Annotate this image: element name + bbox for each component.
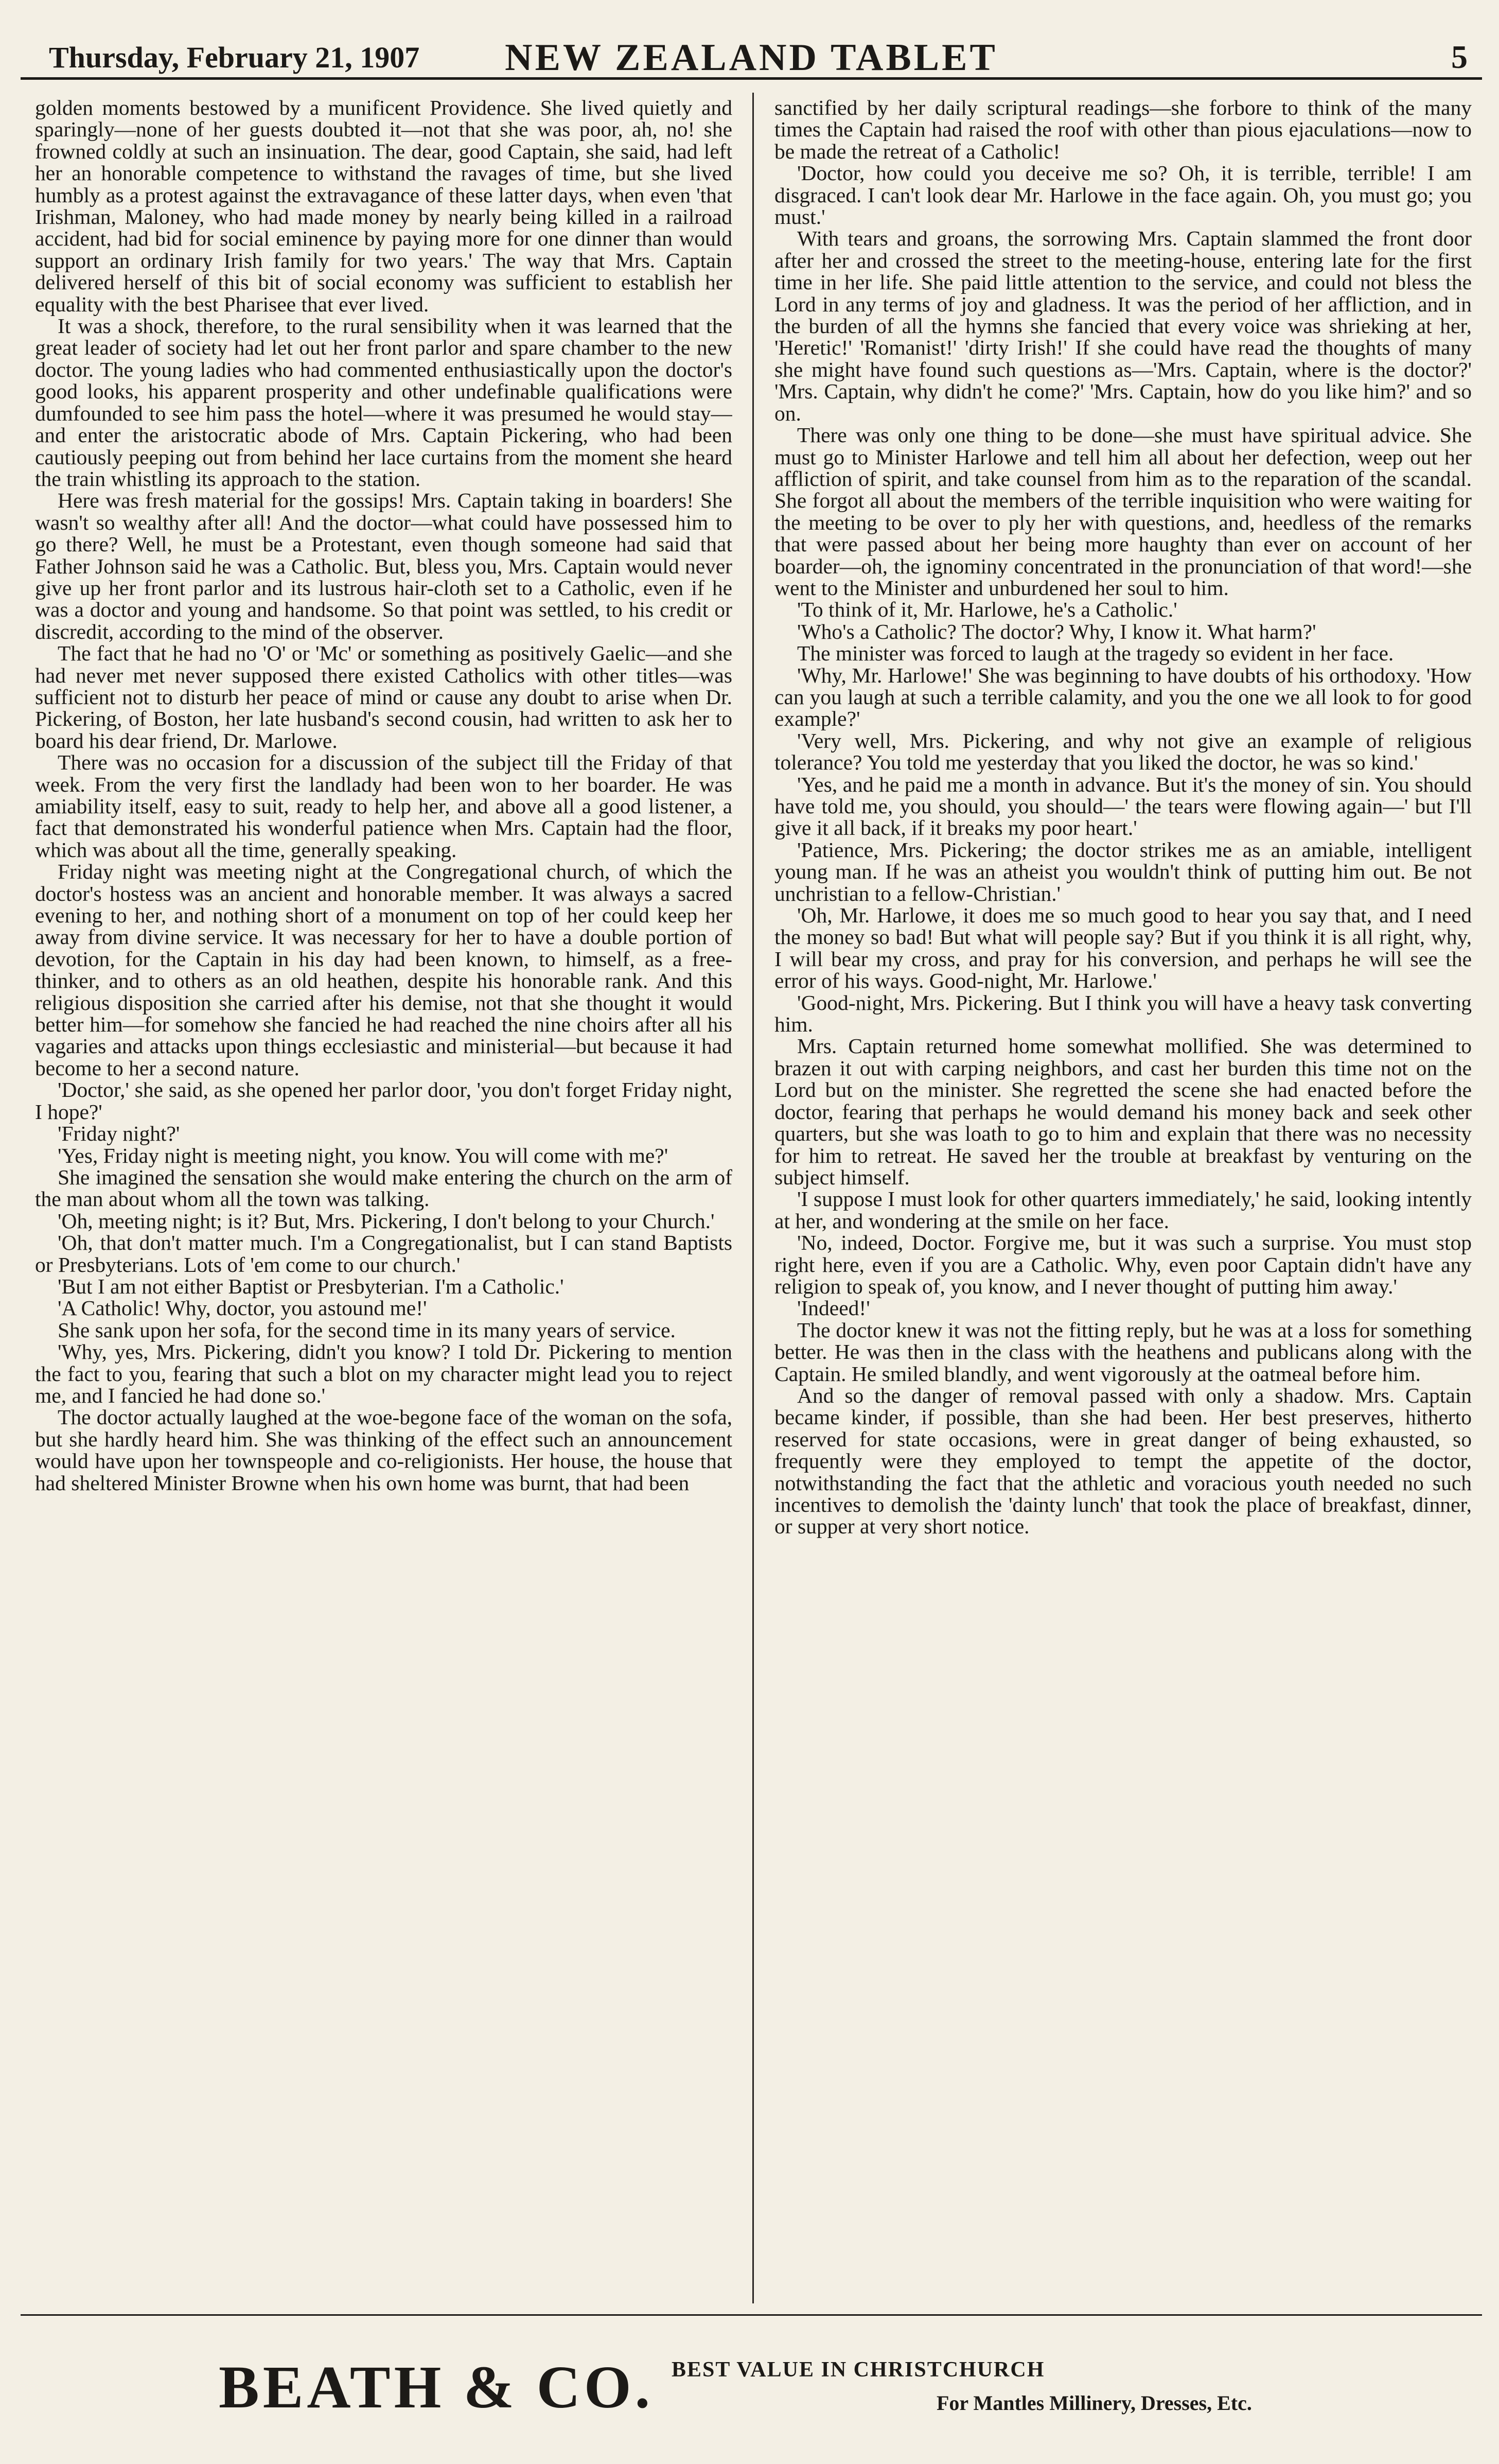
footer-rule [21,2314,1482,2316]
paragraph: 'Yes, and he paid me a month in advance. But it's the money of sin. You should have told me, you should, you should—' the tears were flowing again—' but I'll give it all back, if it breaks my poor heart.' [774,772,1472,840]
paragraph: 'Why, yes, Mrs. Pickering, didn't you know? I told Dr. Pickering to mention the fact to you, fearing that such a blot on my character might lead you to reject me, and I fancied he had done so.' [35,1340,732,1407]
paragraph: The doctor actually laughed at the woe-begone face of the woman on the sofa, but she hardly heard him. She was thinking of the effect such an announcement would have upon her townspeople and co-religionists. Her house, the house that had sheltered Minister Browne when his own home was burnt, that had been [35,1405,732,1495]
paragraph: 'But I am not either Baptist or Presbyterian. I'm a Catholic.' [58,1274,564,1298]
paragraph: 'Doctor, how could you deceive me so? Oh, it is terrible, terrible! I am disgraced. I can't look dear Mr. Harlowe in the face again. Oh, you must go; you must.' [774,161,1472,229]
advertisement [0,2324,1499,2458]
paragraph: She imagined the sensation she would make entering the church on the arm of the man about whom all the town was talking. [35,1165,732,1211]
paragraph: And so the danger of removal passed with only a shadow. Mrs. Captain became kinder, if possible, than she had been. Her best preserves, hitherto reserved for state occasions, were in great danger of being exhausted, so frequently were they employed to tempt the appetite of the doctor, notwithstanding the fact that the athletic and voracious youth needed no such incentives to demolish the 'dainty lunch' that took the place of breakfast, dinner, or supper at very short notice. [774,1383,1472,1539]
paragraph: It was a shock, therefore, to the rural sensibility when it was learned that the great leader of society had let out her front parlor and spare chamber to the new doctor. The young ladies who had commented enthusiastically upon the doctor's good looks, his apparent prosperity and other undefinable qualifications were dumfounded to see him pass the hotel—where it was presumed he would stay—and enter the aristocratic abode of Mrs. Captain Pickering, who had been cautiously peeping out from behind her lace curtains from the moment she heard the train whistling its approach to the station. [35,314,732,491]
right-column [774,97,1472,2295]
paragraph: 'I suppose I must look for other quarters immediately,' he said, looking intently at her, and wondering at the smile on her face. [774,1187,1472,1233]
column-divider [752,93,754,2303]
paragraph: With tears and groans, the sorrowing Mrs. Captain slammed the front door after her and crossed the street to the meeting-house, entering late for the first time in her life. She paid little attention to the service, and could not bless the Lord in any terms of joy and gladness. It was the period of her affliction, and in the burden of all the hymns she fancied that every voice was shrieking at her, 'Heretic!' 'Romanist!' 'dirty Irish!' If she could have read the thoughts of many she might have found such questions as—'Mrs. Captain, where is the doctor?' 'Mrs. Captain, why didn't he come?' 'Mrs. Captain, how do you like him?' and so on. [774,226,1472,425]
paragraph: There was only one thing to be done—she must have spiritual advice. She must go to Minister Harlowe and tell him all about her defection, weep out her affliction of spirit, and take counsel from him as to the reparation of the scandal. She forgot all about the members of the terrible inquisition who were waiting for the meeting to be over to ply her with questions, and, heedless of the remarks that were passed about her being more haughty than ever on account of her boarder—oh, the ignominy concentrated in the pronunciation of that word!—she went to the Minister and unburdened her soul to him. [774,423,1472,600]
paragraph: 'Indeed!' [797,1296,870,1320]
paragraph: 'To think of it, Mr. Harlowe, he's a Catholic.' [797,598,1177,622]
paragraph: 'Patience, Mrs. Pickering; the doctor strikes me as an amiable, intelligent young man. If he was an atheist you wouldn't think of putting him out. Be not unchristian to a fellow-Christian.' [774,837,1472,905]
paragraph: There was no occasion for a discussion of the subject till the Friday of that week. From the very first the landlady had been won to her boarder. He was amiability itself, easy to suit, ready to help her, and above all a good listener, a fact that demonstrated his wonderful patience when Mrs. Captain had the floor, which was about all the time, generally speaking. [35,750,732,862]
left-column [35,97,732,2295]
paragraph: 'Friday night?' [58,1122,180,1146]
paragraph: 'Good-night, Mrs. Pickering. But I think you will have a heavy task converting him. [774,990,1472,1037]
masthead-title: NEW ZEALAND TABLET [505,37,998,79]
header-rule [21,77,1482,80]
paragraph: 'Doctor,' she said, as she opened her parlor door, 'you don't forget Friday night, I hope?' [35,1078,732,1124]
paragraph: 'Yes, Friday night is meeting night, you know. You will come with me?' [58,1143,668,1167]
advertiser-name: BEATH & CO. [219,2353,654,2421]
paragraph: Friday night was meeting night at the Congregational church, of which the doctor's hostess was an ancient and honorable member. It was always a sacred evening to her, and nothing short of a monument on top of her could keep her away from divine service. It was necessary for her to have a double portion of devotion, for the Captain in his day had been known, to himself, as a free-thinker, and to others as an old heathen, despite his honorable rank. And this religious disposition she carried after his demise, not that she thought it would better him—for somehow she fancied he had reached the nine choirs after all his vagaries and attacks upon things ecclesiastic and ministerial—but because it had become to her a second nature. [35,860,732,1080]
paragraph: 'Who's a Catholic? The doctor? Why, I know it. What harm?' [797,619,1316,643]
paragraph: She sank upon her sofa, for the second time in its many years of service. [58,1318,676,1342]
paragraph: 'Oh, that don't matter much. I'm a Congregationalist, but I can stand Baptists or Presbyterians. Lots of 'em come to our church.' [35,1231,732,1277]
paragraph: golden moments bestowed by a munificent Providence. She lived quietly and sparingly—none of her guests doubted it—not that she was poor, ah, no! she frowned coldly at such an insinuation. The dear, good Captain, she said, had left her an honorable competence to withstand the ravages of time, but she lived humbly as a protest against the extravagance of these latter days, when even 'that Irishman, Maloney, who had made money by nearly being killed in a railroad accident, had bid for social eminence by paying more for one dinner than would support an ordinary Irish family for two years.' The way that Mrs. Captain delivered herself of this bit of social economy was sufficient to establish her equality with the best Pharisee that ever lived. [35,97,732,316]
paragraph: Mrs. Captain returned home somewhat mollified. She was determined to brazen it out with carping neighbors, and cast her burden this time not on the Lord but on the minister. She regretted the scene she had enacted before the doctor, fearing that perhaps he would demand his money back and seek other quarters, but she was loath to go to him and explain that there was no necessity for him to retreat. He saved her the trouble at breakfast by venturing on the subject himself. [774,1034,1472,1189]
paragraph: Here was fresh material for the gossips! Mrs. Captain taking in boarders! She wasn't so wealthy after all! And the doctor—what could have possessed him to go there? Well, he must be a Protestant, even though someone had said that Father Johnson said he was a Catholic. But, bless you, Mrs. Captain would never give up her front parlor and its lustrous hair-cloth set to a Catholic, even if he was a doctor and young and handsome. So that point was settled, to his credit or discredit, according to the mind of the observer. [35,488,732,643]
paragraph: 'A Catholic! Why, doctor, you astound me!' [58,1296,427,1320]
paragraph: The doctor knew it was not the fitting reply, but he was at a loss for something better. He was then in the class with the heathens and publicans along with the Captain. He smiled blandly, and went vigorously at the oatmeal before him. [774,1318,1472,1386]
page-header [21,25,1482,81]
paragraph: 'No, indeed, Doctor. Forgive me, but it was such a surprise. You must stop right here, even if you are a Catholic. Why, even poor Captain didn't have any religion to speak of, you know, and I never thought of putting him away.' [774,1231,1472,1298]
paragraph: The fact that he had no 'O' or 'Mc' or something as positively Gaelic—and she had never met never supposed there existed Catholics with other titles—was sufficient not to disturb her peace of mind or cause any doubt to arise when Dr. Pickering, of Boston, her late husband's second cousin, had written to ask her to board his dear friend, Dr. Marlowe. [35,641,732,753]
paragraph: 'Oh, Mr. Harlowe, it does me so much good to hear you say that, and I need the money so bad! But what will people say? But if you think it is all right, why, I will bear my cross, and pray for his conversion, and perhaps he will see the error of his ways. Good-night, Mr. Harlowe.' [774,903,1472,993]
paragraph: 'Oh, meeting night; is it? But, Mrs. Pickering, I don't belong to your Church.' [58,1209,715,1233]
page-number: 5 [1451,39,1468,75]
advertiser-items: For Mantles Millinery, Dresses, Etc. [937,2391,1252,2415]
paragraph: sanctified by her daily scriptural readings—she forbore to think of the many times the Captain had raised the roof with other than pious ejaculations—now to be made the retreat of a Catholic! [774,97,1472,163]
paragraph: The minister was forced to laugh at the tragedy so evident in her face. [797,641,1394,666]
paragraph: 'Why, Mr. Harlowe!' She was beginning to have doubts of his orthodoxy. 'How can you laugh at such a terrible calamity, and you the one we all look to for good example?' [774,663,1472,731]
advertiser-tagline: BEST VALUE IN CHRISTCHURCH [672,2358,1045,2382]
paragraph: 'Very well, Mrs. Pickering, and why not give an example of religious tolerance? You told me yesterday that you liked the doctor, he was so kind.' [774,728,1472,775]
issue-date: Thursday, February 21, 1907 [49,41,420,74]
